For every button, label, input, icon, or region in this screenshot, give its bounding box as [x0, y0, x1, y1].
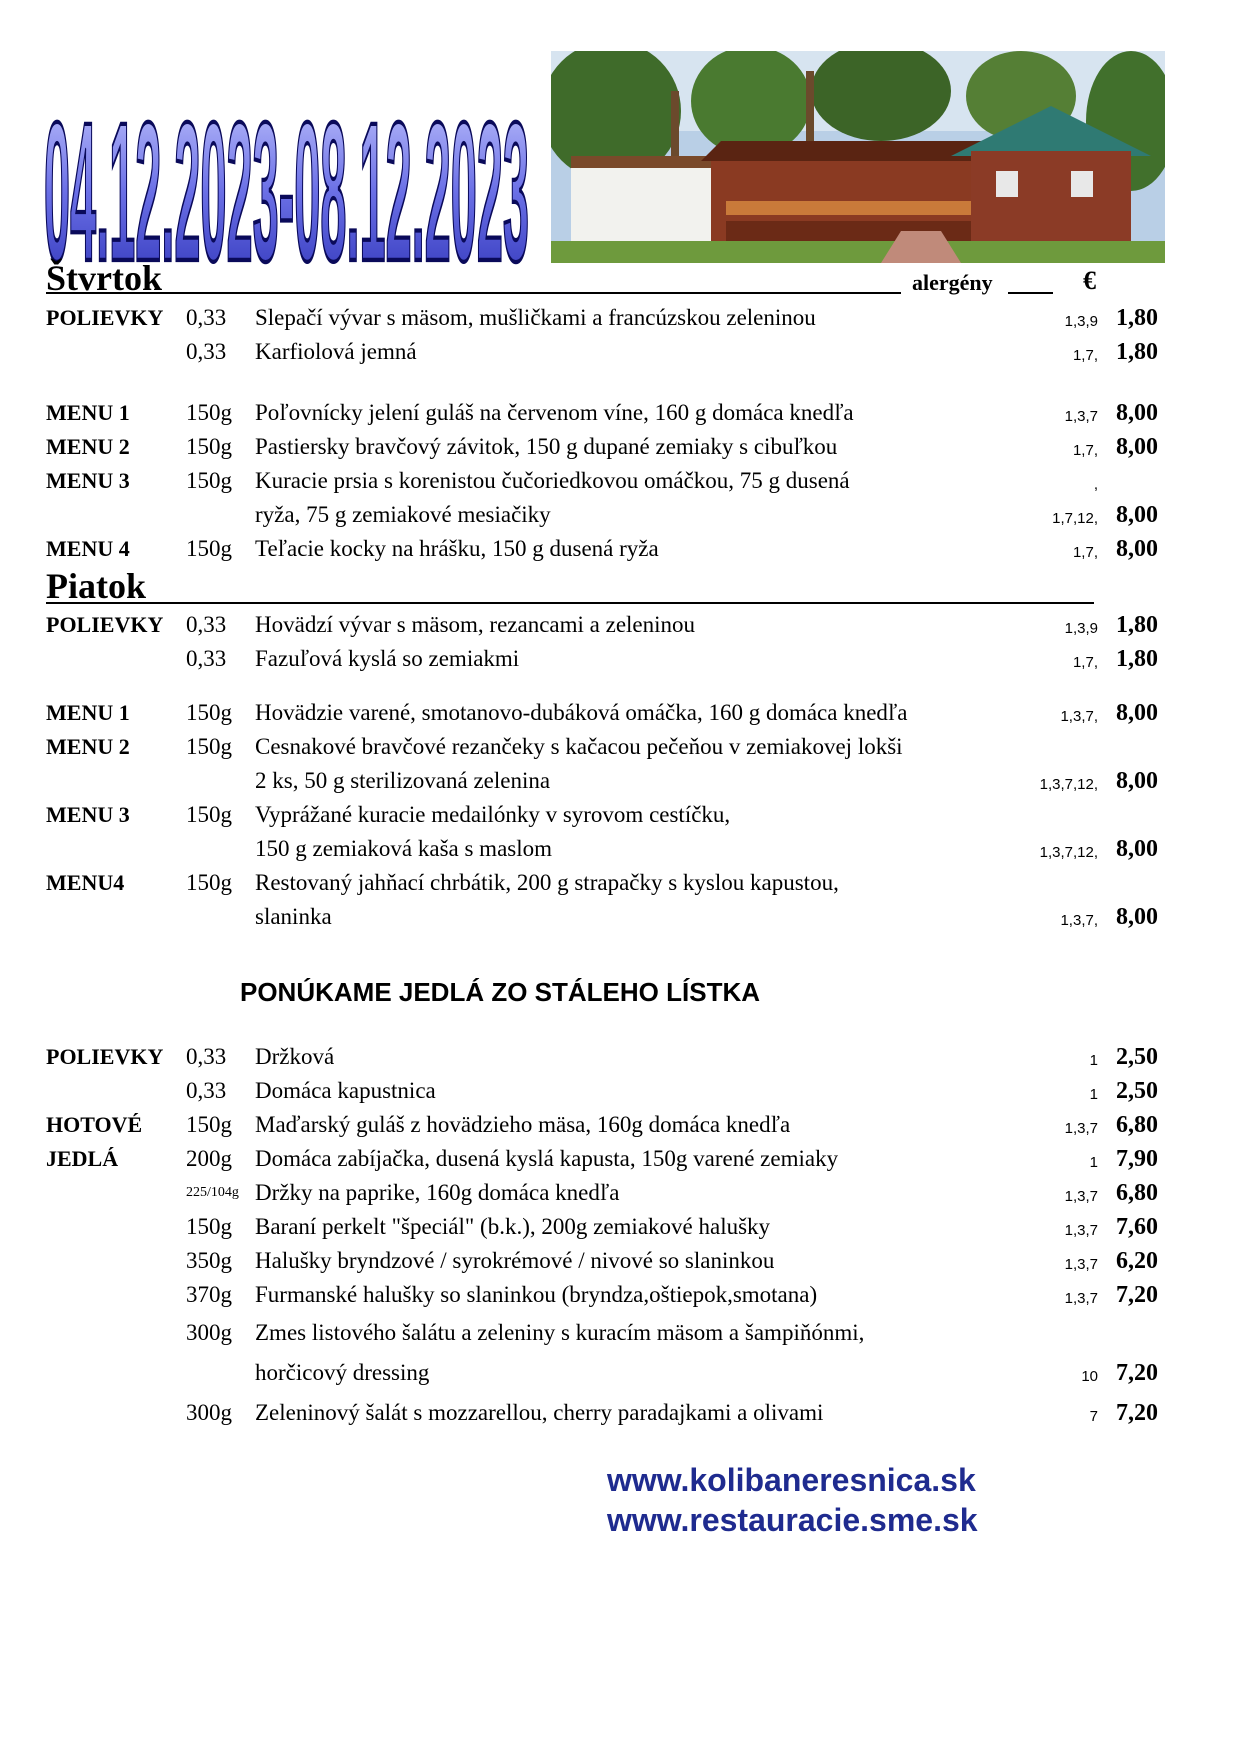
- menu-quantity: 150g: [186, 1214, 232, 1239]
- menu-description: horčicový dressing: [255, 1360, 430, 1385]
- restaurant-photo: [551, 51, 1165, 263]
- menu-label: MENU 2: [46, 434, 130, 459]
- menu-row: [0, 1210, 1240, 1244]
- menu-quantity: 150g: [186, 434, 232, 459]
- menu-price: 6,20: [1116, 1248, 1158, 1274]
- menu-quantity: 0,33: [186, 612, 227, 637]
- menu-row: [0, 1278, 1240, 1312]
- menu-quantity: 300g: [186, 1400, 232, 1425]
- menu-label: MENU 1: [46, 400, 130, 425]
- website-link-kolibaneresnica[interactable]: www.kolibaneresnica.sk: [607, 1462, 976, 1498]
- menu-row: [0, 1316, 1240, 1350]
- menu-allergens: 1,3,9: [1064, 620, 1098, 637]
- menu-allergens: 1,3,7,12,: [1039, 844, 1098, 861]
- menu-description: Slepačí vývar s mäsom, mušličkami a francúzskou zeleninou: [255, 305, 816, 330]
- currency-header: €: [1083, 266, 1096, 295]
- menu-price: 7,20: [1116, 1400, 1158, 1426]
- menu-row: [0, 1396, 1240, 1430]
- menu-description: Držky na paprike, 160g domáca knedľa: [255, 1180, 620, 1205]
- menu-quantity: 225/104g: [186, 1185, 239, 1200]
- menu-row: [0, 696, 1240, 730]
- menu-row: [0, 832, 1240, 866]
- allergens-underline: [1008, 292, 1053, 294]
- menu-description: Zeleninový šalát s mozzarellou, cherry paradajkami a olivami: [255, 1400, 824, 1425]
- menu-quantity: 0,33: [186, 305, 227, 330]
- menu-quantity: 0,33: [186, 1078, 227, 1103]
- menu-price: 1,80: [1116, 339, 1158, 365]
- menu-description: Furmanské halušky so slaninkou (bryndza,oštiepok,smotana): [255, 1282, 818, 1307]
- menu-description: Poľovnícky jelení guláš na červenom víne, 160 g domáca knedľa: [255, 400, 854, 425]
- website-link-restauracie[interactable]: www.restauracie.sme.sk: [607, 1502, 978, 1538]
- menu-row: [0, 396, 1240, 430]
- menu-row: [0, 730, 1240, 764]
- menu-row: [0, 900, 1240, 934]
- menu-allergens: 1,7,: [1072, 347, 1098, 364]
- menu-allergens: 1,3,7: [1064, 1120, 1098, 1137]
- menu-label: MENU 2: [46, 734, 130, 759]
- menu-quantity: 150g: [186, 700, 232, 725]
- menu-allergens: 1: [1089, 1154, 1098, 1171]
- menu-row: [0, 464, 1240, 498]
- menu-label: MENU 3: [46, 802, 130, 827]
- menu-row: [0, 764, 1240, 798]
- menu-description: 2 ks, 50 g sterilizovaná zelenina: [255, 768, 551, 793]
- menu-label: MENU4: [46, 870, 125, 895]
- menu-description: Držková: [255, 1044, 335, 1069]
- menu-allergens: 1,7,12,: [1052, 510, 1098, 527]
- menu-price: 8,00: [1116, 536, 1158, 562]
- menu-quantity: 150g: [186, 400, 232, 425]
- menu-row: [0, 1356, 1240, 1390]
- menu-description: Hovädzí vývar s mäsom, rezancami a zeleninou: [255, 612, 696, 637]
- menu-row: [0, 642, 1240, 676]
- menu-row: [0, 1040, 1240, 1074]
- menu-allergens: 7: [1089, 1408, 1098, 1425]
- menu-label: POLIEVKY: [46, 612, 164, 637]
- menu-description: Maďarský guláš z hovädzieho mäsa, 160g domáca knedľa: [255, 1112, 791, 1137]
- menu-description: slaninka: [255, 904, 332, 929]
- menu-row: [0, 866, 1240, 900]
- menu-allergens: 1,7,: [1072, 654, 1098, 671]
- menu-row: [0, 1244, 1240, 1278]
- menu-allergens: 1,7,: [1072, 544, 1098, 561]
- menu-price: 8,00: [1116, 700, 1158, 726]
- menu-description: Hovädzie varené, smotanovo-dubáková omáčka, 160 g domáca knedľa: [255, 700, 908, 725]
- menu-row: [0, 335, 1240, 369]
- menu-price: 2,50: [1116, 1044, 1158, 1070]
- date-range-text: 04.12.2023-08.12.2023: [44, 80, 529, 265]
- menu-row: [0, 608, 1240, 642]
- menu-price: 8,00: [1116, 836, 1158, 862]
- permanent-menu-heading: PONÚKAME JEDLÁ ZO STÁLEHO LÍSTKA: [239, 977, 760, 1007]
- menu-description: Vyprážané kuracie medailónky v syrovom cestíčku,: [255, 802, 731, 827]
- menu-quantity: 150g: [186, 1112, 232, 1137]
- menu-description: Cesnakové bravčové rezančeky s kačacou pečeňou v zemiakovej lokši: [255, 734, 903, 759]
- menu-price: 7,60: [1116, 1214, 1158, 1240]
- menu-label: MENU 1: [46, 700, 130, 725]
- menu-price: 7,20: [1116, 1360, 1158, 1386]
- menu-price: 8,00: [1116, 400, 1158, 426]
- menu-description: Baraní perkelt "špeciál" (b.k.), 200g zemiakové halušky: [255, 1214, 771, 1239]
- allergens-header: alergény: [912, 270, 993, 295]
- day-title-thursday: Štvrtok: [46, 258, 162, 298]
- menu-allergens: 1,3,7: [1064, 408, 1098, 425]
- menu-allergens: 1,3,7: [1064, 1256, 1098, 1273]
- menu-quantity: 0,33: [186, 339, 227, 364]
- menu-price: 7,20: [1116, 1282, 1158, 1308]
- menu-allergens: 1: [1089, 1086, 1098, 1103]
- menu-description: Pastiersky bravčový závitok, 150 g dupané zemiaky s cibuľkou: [255, 434, 838, 459]
- menu-row: [0, 498, 1240, 532]
- day-title-friday: Piatok: [46, 566, 147, 606]
- day-underline: [46, 292, 901, 294]
- menu-price: 8,00: [1116, 502, 1158, 528]
- day-underline: [46, 602, 1094, 604]
- menu-allergens: 1,3,9: [1064, 313, 1098, 330]
- menu-description: Kuracie prsia s korenistou čučoriedkovou omáčkou, 75 g dusená: [255, 468, 850, 493]
- menu-row: [0, 1142, 1240, 1176]
- menu-quantity: 0,33: [186, 646, 227, 671]
- menu-price: 1,80: [1116, 646, 1158, 672]
- menu-allergens: ,: [1093, 476, 1098, 493]
- menu-quantity: 150g: [186, 802, 232, 827]
- menu-row: [0, 1108, 1240, 1142]
- menu-quantity: 150g: [186, 734, 232, 759]
- menu-row: [0, 532, 1240, 566]
- menu-row: [0, 301, 1240, 335]
- menu-row: [0, 430, 1240, 464]
- menu-description: Teľacie kocky na hrášku, 150 g dusená ryža: [255, 536, 659, 561]
- menu-description: Domáca zabíjačka, dusená kyslá kapusta, 150g varené zemiaky: [255, 1146, 839, 1171]
- menu-allergens: 10: [1081, 1368, 1098, 1385]
- menu-label: MENU 3: [46, 468, 130, 493]
- menu-price: 6,80: [1116, 1180, 1158, 1206]
- menu-description: Zmes listového šalátu a zeleniny s kuracím mäsom a šampiňónmi,: [255, 1320, 865, 1345]
- menu-price: 1,80: [1116, 305, 1158, 331]
- menu-allergens: 1,7,: [1072, 442, 1098, 459]
- menu-quantity: 370g: [186, 1282, 232, 1307]
- menu-description: ryža, 75 g zemiakové mesiačiky: [255, 502, 551, 527]
- menu-description: Domáca kapustnica: [255, 1078, 436, 1103]
- menu-quantity: 350g: [186, 1248, 232, 1273]
- menu-price: 8,00: [1116, 434, 1158, 460]
- menu-allergens: 1: [1089, 1052, 1098, 1069]
- menu-row: [0, 1176, 1240, 1210]
- menu-price: 8,00: [1116, 768, 1158, 794]
- menu-description: Halušky bryndzové / syrokrémové / nivové so slaninkou: [255, 1248, 775, 1273]
- menu-row: [0, 1074, 1240, 1108]
- date-range-title: [44, 60, 534, 265]
- menu-description: Restovaný jahňací chrbátik, 200 g strapačky s kyslou kapustou,: [255, 870, 839, 895]
- menu-quantity: 150g: [186, 870, 232, 895]
- menu-price: 7,90: [1116, 1146, 1158, 1172]
- menu-price: 1,80: [1116, 612, 1158, 638]
- menu-allergens: 1,3,7,: [1060, 708, 1098, 725]
- menu-price: 8,00: [1116, 904, 1158, 930]
- menu-allergens: 1,3,7: [1064, 1188, 1098, 1205]
- menu-quantity: 300g: [186, 1320, 232, 1345]
- menu-quantity: 150g: [186, 536, 232, 561]
- menu-description: Fazuľová kyslá so zemiakmi: [255, 646, 520, 671]
- menu-label: JEDLÁ: [46, 1146, 119, 1171]
- menu-allergens: 1,3,7: [1064, 1222, 1098, 1239]
- menu-quantity: 0,33: [186, 1044, 227, 1069]
- menu-label: POLIEVKY: [46, 1044, 164, 1069]
- menu-allergens: 1,3,7,12,: [1039, 776, 1098, 793]
- menu-price: 2,50: [1116, 1078, 1158, 1104]
- menu-row: [0, 798, 1240, 832]
- menu-label: POLIEVKY: [46, 305, 164, 330]
- menu-allergens: 1,3,7,: [1060, 912, 1098, 929]
- menu-description: 150 g zemiaková kaša s maslom: [255, 836, 553, 861]
- menu-allergens: 1,3,7: [1064, 1290, 1098, 1307]
- menu-description: Karfiolová jemná: [255, 339, 417, 364]
- menu-quantity: 200g: [186, 1146, 232, 1171]
- menu-price: 6,80: [1116, 1112, 1158, 1138]
- menu-label: MENU 4: [46, 536, 130, 561]
- menu-quantity: 150g: [186, 468, 232, 493]
- menu-label: HOTOVÉ: [46, 1112, 143, 1137]
